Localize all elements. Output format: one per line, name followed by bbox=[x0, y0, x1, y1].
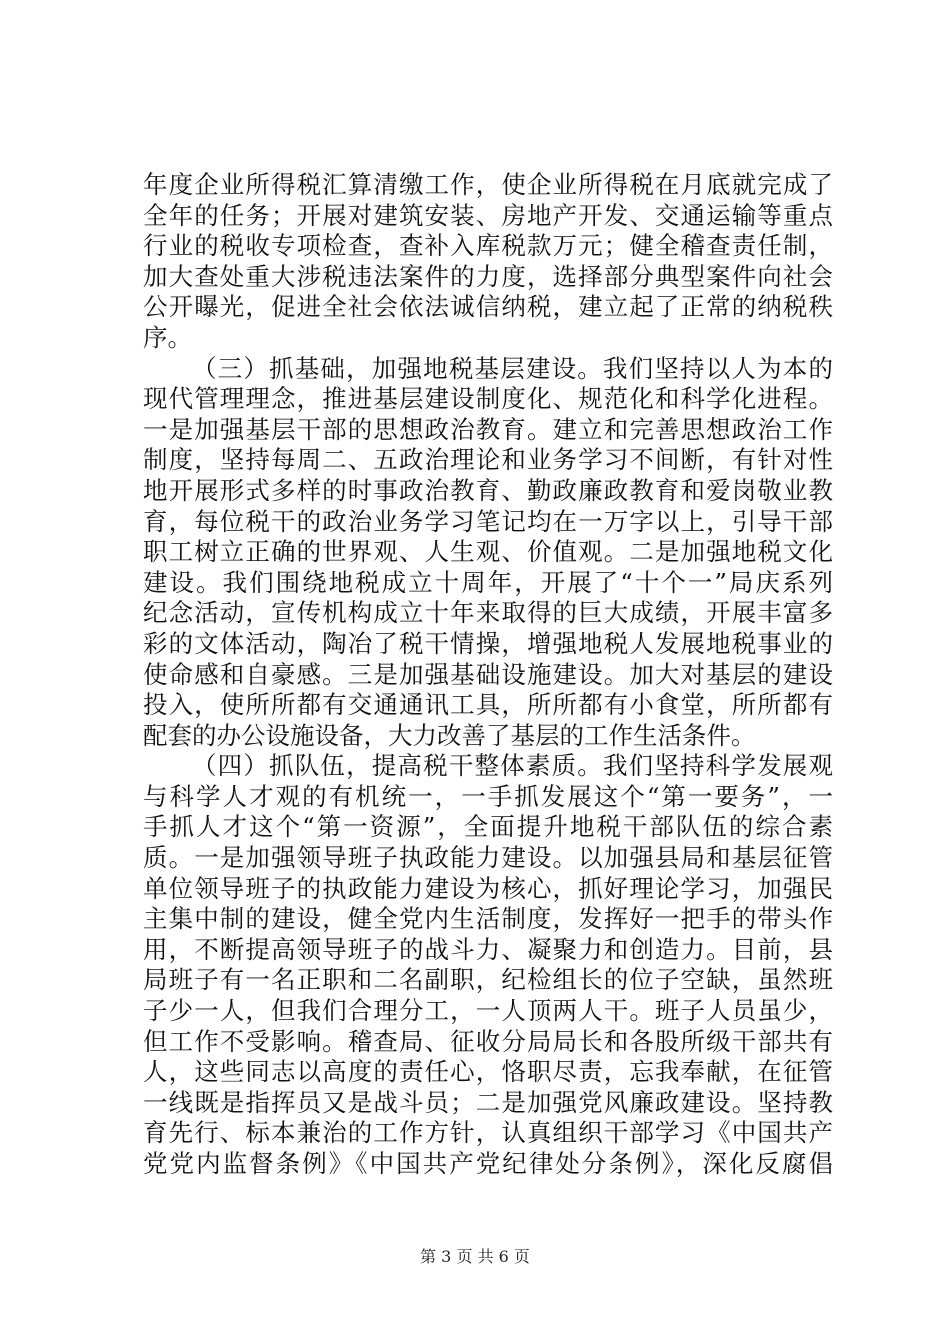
text-line: 年度企业所得税汇算清缴工作，使企业所得税在月底就完成了 bbox=[143, 170, 833, 199]
text-line: 地开展形式多样的时事政治教育、勤政廉政教育和爱岗敬业教 bbox=[143, 475, 833, 505]
text-line: 公开曝光，促进全社会依法诚信纳税，建立起了正常的纳税秩 bbox=[143, 292, 833, 322]
text-line: 彩的文体活动，陶冶了税干情操，增强地税人发展地税事业的 bbox=[143, 628, 833, 658]
text-line: 党党内监督条例》《中国共产党纪律处分条例》，深化反腐倡 bbox=[143, 1149, 833, 1178]
text-line: 纪念活动，宣传机构成立十年来取得的巨大成绩，开展丰富多 bbox=[143, 598, 833, 628]
page-footer: 第 3 页 共 6 页 bbox=[420, 1247, 530, 1266]
text-line: 加大查处重大涉税违法案件的力度，选择部分典型案件向社会 bbox=[143, 261, 833, 291]
text-line: 序。 bbox=[143, 322, 192, 352]
text-line: 人，这些同志以高度的责任心，恪职尽责，忘我奉献，在征管 bbox=[143, 1057, 833, 1087]
text-line: （四）抓队伍，提高税干整体素质。我们坚持科学发展观 bbox=[192, 751, 833, 781]
text-line: 与科学人才观的有机统一，一手抓发展这个“第一要务”，一 bbox=[143, 781, 833, 811]
text-line: 制度，坚持每周二、五政治理论和业务学习不间断，有针对性 bbox=[143, 445, 833, 475]
text-line: 手抓人才这个“第一资源”，全面提升地税干部队伍的综合素 bbox=[143, 812, 833, 842]
body-text bbox=[143, 170, 833, 1180]
text-line: 建设。我们围绕地税成立十周年，开展了“十个一”局庆系列 bbox=[143, 567, 833, 597]
text-line: （三）抓基础，加强地税基层建设。我们坚持以人为本的 bbox=[192, 353, 833, 383]
text-line: 全年的任务；开展对建筑安装、房地产开发、交通运输等重点 bbox=[143, 200, 833, 230]
text-line: 行业的税收专项检查，查补入库税款万元；健全稽查责任制， bbox=[143, 231, 833, 261]
text-line: 局班子有一名正职和二名副职，纪检组长的位子空缺，虽然班 bbox=[143, 965, 833, 995]
text-line: 用，不断提高领导班子的战斗力、凝聚力和创造力。目前，县 bbox=[143, 934, 833, 964]
text-line: 主集中制的建设，健全党内生活制度，发挥好一把手的带头作 bbox=[143, 904, 833, 934]
text-line: 质。一是加强领导班子执政能力建设。以加强县局和基层征管 bbox=[143, 843, 833, 873]
text-line: 投入，使所所都有交通通讯工具，所所都有小食堂，所所都有 bbox=[143, 690, 833, 720]
text-line: 子少一人，但我们合理分工，一人顶两人干。班子人员虽少， bbox=[143, 996, 833, 1026]
text-line: 一线既是指挥员又是战斗员；二是加强党风廉政建设。坚持教 bbox=[143, 1087, 833, 1117]
text-line: 但工作不受影响。稽查局、征收分局局长和各股所级干部共有 bbox=[143, 1026, 833, 1056]
text-line: 育先行、标本兼治的工作方针，认真组织干部学习《中国共产 bbox=[143, 1118, 833, 1148]
text-line: 现代管理理念，推进基层建设制度化、规范化和科学化进程。 bbox=[143, 384, 833, 414]
text-line: 育，每位税干的政治业务学习笔记均在一万字以上，引导干部 bbox=[143, 506, 833, 536]
text-line: 职工树立正确的世界观、人生观、价值观。二是加强地税文化 bbox=[143, 537, 833, 567]
text-line: 使命感和自豪感。三是加强基础设施建设。加大对基层的建设 bbox=[143, 659, 833, 689]
text-line: 配套的办公设施设备，大力改善了基层的工作生活条件。 bbox=[143, 720, 756, 750]
text-line: 单位领导班子的执政能力建设为核心，抓好理论学习，加强民 bbox=[143, 873, 833, 903]
text-line: 一是加强基层干部的思想政治教育。建立和完善思想政治工作 bbox=[143, 414, 833, 444]
